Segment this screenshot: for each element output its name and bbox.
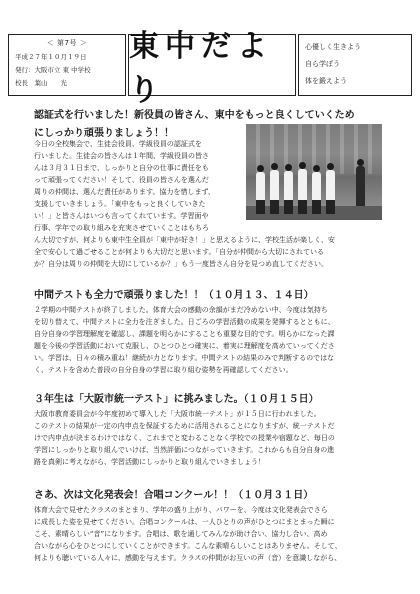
section-body: ん大切ですが、何よりも東中生全員が「東中が好き！」と思えるように、学校生活が楽しく、安 全で安心して過ごせることが何よりも大切だと思います。「自分が仲間から大切にされている か？自分は周りの仲間を大切にしているか？」もう一度皆さん自分を見つめ直してください。 <box>34 236 335 268</box>
motto-line: 心優しく生きよう <box>305 43 361 51</box>
motto-line: 体を鍛えよう <box>305 77 347 85</box>
newsletter-title: 東中だより <box>129 29 273 108</box>
section-heading: 中間テストも全力で頑張りました！！（１０月１３、１４日） <box>34 290 314 301</box>
newsletter-title-box <box>128 29 296 108</box>
section-body: 今日の全校集会で、生徒会役員、学級役員の認証式を 行いました。生徒会の皆さんは１年間、学級役員の皆さ んは３月３１日まで、しっかりと自分の仕事に責任をも って頑張ってください！そして、役員の皆さんを選んだ 周りの仲間は、選んだ責任があります。協力を惜しまず、 支援していきましょう。「東中をもっと良くしていきた い！」と皆さんはいつも言ってくれています。学習面や 行事、学年での取り組みを充実させていくことはもちろ <box>34 140 215 232</box>
editor: 校長 葉山 光 <box>15 79 67 87</box>
ceremony-photo <box>246 124 382 220</box>
issue-number: ＜ 第7号 ＞ <box>46 39 88 47</box>
section-heading: にしっかり頑張りましょう！！ <box>34 128 174 139</box>
section-body: 体育大会で見せたクラスのまとまり、学年の盛り上がり、パワーを、今度は文化発表会でさら に成長した姿を見せてください。合唱コンクールは、一人ひとりの声がひとつにまとまった瞬に こそ、素晴らしい“音”になります。合唱は、歌を通してみんなが助け合い、協力し合い、高め 合いながら心をひとつにしていくことができます。こんな素晴らしいことはありません。そして、 何よりも聴いている人々に、感動を与えます。クラスの仲間がお互いの声（音）を意識しながら、 <box>34 506 342 562</box>
publisher: 発行：大阪市立 東 中学校 <box>15 66 91 74</box>
issue-date: 平成２７年１０月１９日 <box>15 53 87 61</box>
issue-info-box <box>8 34 126 96</box>
section-heading: 認証式を行いました！新役員の皆さん、東中をもっと良くしていくため <box>34 110 355 121</box>
section-body: 大阪市教育委員会が今年度初めて導入した「大阪市統一テスト」が１５日に行われました。 このテストの結果が一定の内申点を保証するために活用されることになりますが、統一テストだ けで内申点が決まるわけではなく、これまでと変わることなく学校での授業や宿題など、毎日の 学習にしっかりと取り組んでいけば、当然評価につながっていきます。これからも自分自身の進 路を真剣に考えながら、学習活動にしっかりと取り組んでいきましょう！ <box>34 410 335 466</box>
section-body: ２学期の中間テストが終了しました。体育大会の感動の余韻がまだ冷めない中、今度は気持ち を切り替えて、中間テストに全力を注ぎました。日ごろの学習活動の成果を発揮するとともに、 自分自身の学習理解度を確認し、課題を明らかにすることも重要な目的です。明らかになった課 題を今後の学習活動において克服し、ひとつひとつ確実に、着実に理解度を高めていってくださ い。学習は、日々の積み重ね！継続が力となります。中間テストの結果のみで判断するのではな く、テストを含めた普段の自分自身の学習に取り組む姿勢を再確認してください。 <box>34 306 335 374</box>
section-heading: ３年生は「大阪市統一テスト」に挑みました。（１０月１５日） <box>34 394 319 405</box>
school-motto-box <box>298 34 412 96</box>
motto-line: 自ら学ぼう <box>305 60 340 68</box>
section-heading: さあ、次は文化発表会！合唱コンクール！！（１０月３１日） <box>34 490 314 501</box>
